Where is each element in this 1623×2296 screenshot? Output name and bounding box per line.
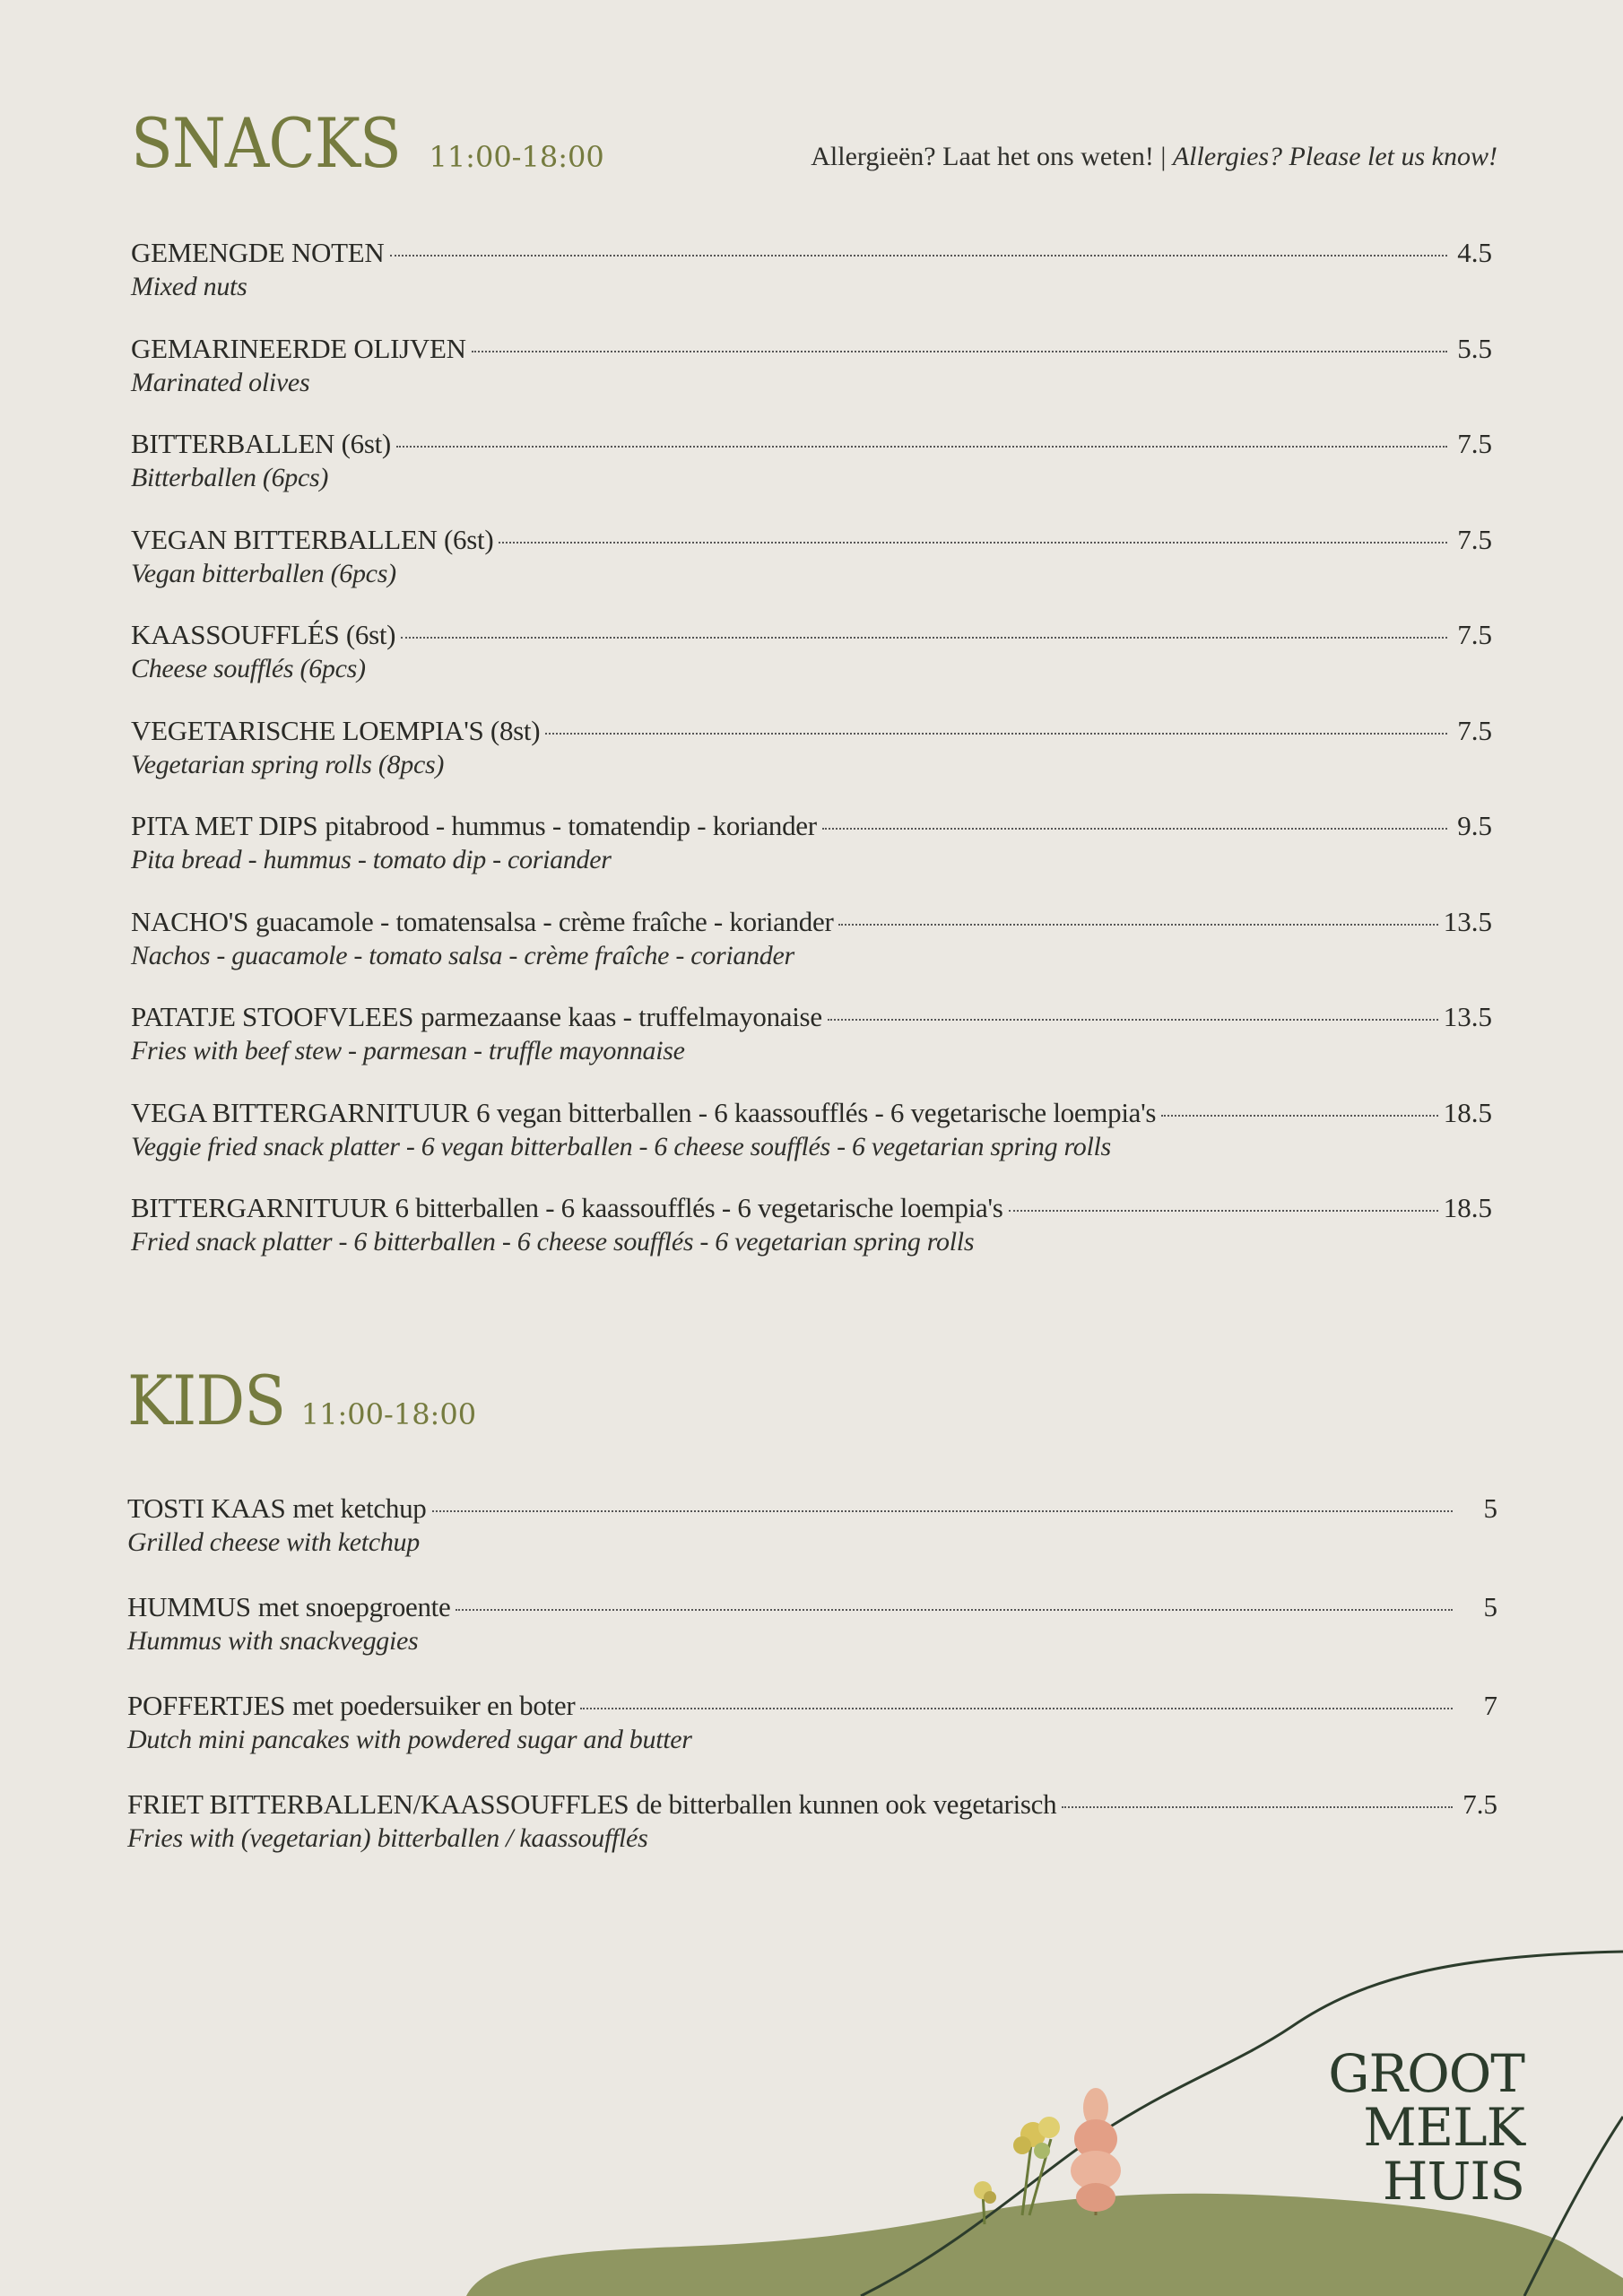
dot-leader bbox=[472, 351, 1447, 352]
item-price: 5 bbox=[1483, 1591, 1497, 1622]
item-translation: Bitterballen (6pcs) bbox=[131, 463, 329, 492]
menu-item bbox=[131, 235, 1492, 331]
item-name: VEGA BITTERGARNITUUR bbox=[131, 1096, 470, 1128]
item-translation: Mixed nuts bbox=[131, 272, 247, 301]
item-translation: Nachos - guacamole - tomato salsa - crème fraîche - coriander bbox=[131, 940, 794, 970]
item-price: 13.5 bbox=[1443, 905, 1492, 937]
item-price: 7.5 bbox=[1457, 619, 1492, 650]
menu-item bbox=[131, 426, 1492, 522]
dot-leader bbox=[580, 1708, 1453, 1709]
item-name: TOSTI KAAS bbox=[127, 1492, 286, 1524]
item-translation: Dutch mini pancakes with powdered sugar and butter bbox=[127, 1725, 692, 1754]
dot-leader bbox=[390, 255, 1447, 257]
item-name: POFFERTJES bbox=[127, 1690, 286, 1721]
kids-list bbox=[127, 1491, 1497, 1885]
item-price: 13.5 bbox=[1443, 1001, 1492, 1032]
snacks-list bbox=[131, 235, 1492, 1286]
kids-hours: 11:00-18:00 bbox=[300, 1397, 477, 1431]
dot-leader bbox=[396, 446, 1447, 448]
dot-leader bbox=[1062, 1806, 1453, 1808]
menu-item bbox=[127, 1589, 1497, 1688]
item-translation: Cheese soufflés (6pcs) bbox=[131, 654, 366, 683]
item-translation: Veggie fried snack platter - 6 vegan bitterballen - 6 cheese soufflés - 6 vegetarian spring rolls bbox=[131, 1131, 1111, 1161]
item-translation: Pita bread - hummus - tomato dip - coriander bbox=[131, 845, 612, 874]
item-price: 5 bbox=[1483, 1492, 1497, 1524]
item-price: 7 bbox=[1483, 1690, 1497, 1721]
item-name: GEMENGDE NOTEN bbox=[131, 237, 385, 268]
item-name: PATATJE STOOFVLEES bbox=[131, 1001, 414, 1032]
dot-leader bbox=[1009, 1210, 1438, 1212]
item-price: 7.5 bbox=[1462, 1788, 1497, 1820]
item-name: BITTERBALLEN (6st) bbox=[131, 428, 391, 459]
item-description: 6 vegan bitterballen - 6 kaassoufflés - 6 vegetarische loempia's bbox=[476, 1096, 1157, 1128]
dot-leader bbox=[1161, 1115, 1438, 1117]
item-price: 18.5 bbox=[1443, 1192, 1492, 1223]
item-name: NACHO'S bbox=[131, 905, 248, 937]
snacks-title: SNACKS bbox=[131, 103, 402, 183]
menu-item bbox=[131, 522, 1492, 618]
brand-logo bbox=[1291, 2043, 1524, 2212]
item-description: 6 bitterballen - 6 kaassoufflés - 6 vegetarische loempia's bbox=[395, 1192, 1003, 1223]
item-description: met ketchup bbox=[292, 1492, 427, 1524]
menu-item bbox=[131, 1095, 1492, 1191]
dot-leader bbox=[456, 1609, 1453, 1611]
menu-item bbox=[131, 617, 1492, 713]
item-name: VEGAN BITTERBALLEN (6st) bbox=[131, 523, 494, 555]
menu-item bbox=[131, 713, 1492, 809]
item-description: pitabrood - hummus - tomatendip - koriander bbox=[325, 810, 817, 841]
allergy-notice-en: Allergies? Please let us know! bbox=[1172, 142, 1497, 171]
dot-leader bbox=[401, 637, 1447, 639]
menu-item bbox=[127, 1787, 1497, 1885]
item-description: met snoepgroente bbox=[257, 1591, 451, 1622]
dot-leader bbox=[432, 1510, 1454, 1512]
menu-item bbox=[131, 999, 1492, 1095]
item-name: KAASSOUFFLÉS (6st) bbox=[131, 619, 396, 650]
snacks-header bbox=[131, 103, 604, 183]
allergy-notice bbox=[811, 142, 1497, 172]
item-translation: Hummus with snackveggies bbox=[127, 1626, 419, 1656]
item-description: met poedersuiker en boter bbox=[292, 1690, 576, 1721]
item-price: 18.5 bbox=[1443, 1096, 1492, 1128]
menu-item bbox=[131, 904, 1492, 1000]
item-description: de bitterballen kunnen ook vegetarisch bbox=[636, 1788, 1057, 1820]
item-price: 5.5 bbox=[1457, 332, 1492, 364]
logo-line-2: MELK bbox=[1363, 2097, 1524, 2158]
menu-item bbox=[127, 1688, 1497, 1787]
snacks-hours: 11:00-18:00 bbox=[429, 140, 604, 174]
item-translation: Marinated olives bbox=[131, 367, 310, 397]
menu-item bbox=[131, 1190, 1492, 1286]
logo-line-1: GROOT bbox=[1328, 2043, 1524, 2104]
item-price: 7.5 bbox=[1457, 714, 1492, 746]
menu-item bbox=[131, 331, 1492, 427]
dot-leader bbox=[499, 542, 1447, 544]
dot-leader bbox=[822, 828, 1447, 830]
menu-item bbox=[131, 808, 1492, 904]
item-price: 4.5 bbox=[1457, 237, 1492, 268]
item-price: 9.5 bbox=[1457, 810, 1492, 841]
kids-header bbox=[127, 1361, 477, 1440]
item-name: FRIET BITTERBALLEN/KAASSOUFFLES bbox=[127, 1788, 629, 1820]
item-name: PITA MET DIPS bbox=[131, 810, 318, 841]
item-translation: Vegan bitterballen (6pcs) bbox=[131, 558, 396, 588]
dot-leader bbox=[545, 733, 1447, 735]
item-translation: Vegetarian spring rolls (8pcs) bbox=[131, 749, 445, 779]
item-translation: Fries with (vegetarian) bitterballen / kaassoufflés bbox=[127, 1823, 648, 1853]
logo-line-3: HUIS bbox=[1382, 2151, 1524, 2212]
item-description: parmezaanse kaas - truffelmayonaise bbox=[421, 1001, 822, 1032]
item-name: GEMARINEERDE OLIJVEN bbox=[131, 332, 466, 364]
dot-leader bbox=[828, 1019, 1438, 1021]
item-translation: Fries with beef stew - parmesan - truffle mayonnaise bbox=[131, 1036, 685, 1065]
item-translation: Fried snack platter - 6 bitterballen - 6 cheese soufflés - 6 vegetarian spring rolls bbox=[131, 1227, 975, 1257]
dot-leader bbox=[838, 924, 1437, 926]
menu-item bbox=[127, 1491, 1497, 1589]
item-price: 7.5 bbox=[1457, 523, 1492, 555]
allergy-notice-nl: Allergieën? Laat het ons weten! | bbox=[811, 142, 1173, 171]
item-name: BITTERGARNITUUR bbox=[131, 1192, 388, 1223]
item-name: HUMMUS bbox=[127, 1591, 251, 1622]
item-name: VEGETARISCHE LOEMPIA'S (8st) bbox=[131, 714, 541, 746]
item-translation: Grilled cheese with ketchup bbox=[127, 1527, 420, 1557]
kids-title: KIDS bbox=[127, 1361, 286, 1440]
item-description: guacamole - tomatensalsa - crème fraîche - koriander bbox=[255, 905, 834, 937]
item-price: 7.5 bbox=[1457, 428, 1492, 459]
